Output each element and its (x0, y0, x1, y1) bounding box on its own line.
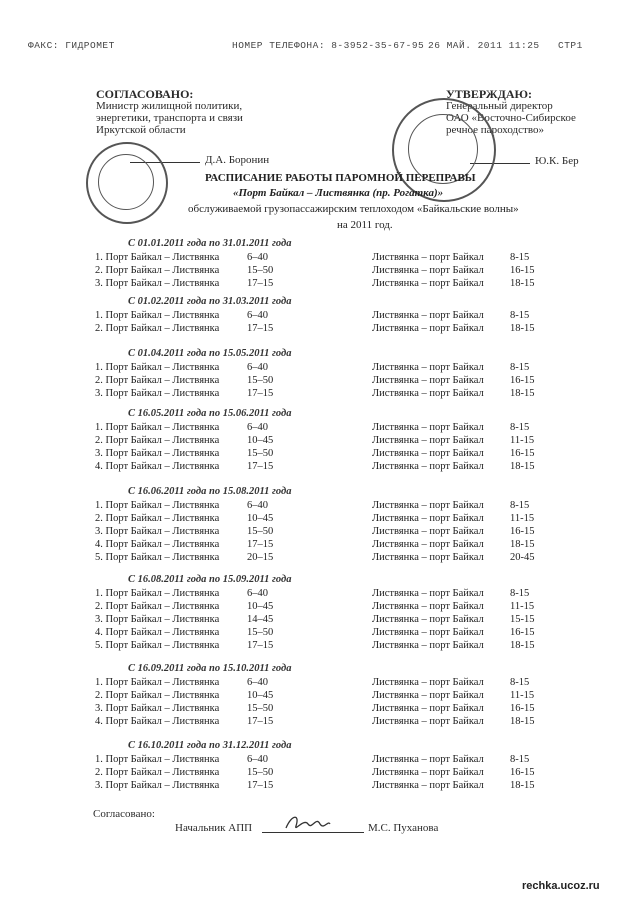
route-return-label: Листвянка – порт Байкал (372, 323, 484, 334)
departure-time-return: 8-15 (510, 362, 530, 373)
route-return (372, 278, 535, 289)
route-return-label: Листвянка – порт Байкал (372, 265, 484, 276)
route-outbound (95, 690, 274, 701)
route-outbound-label: 1. Порт Байкал – Листвянка (95, 588, 220, 599)
route-outbound (95, 323, 274, 334)
departure-time-outbound: 6–40 (247, 422, 268, 433)
departure-time-outbound: 10–45 (247, 601, 274, 612)
schedule-row (95, 310, 565, 322)
approved-left-label: СОГЛАСОВАНО: (96, 87, 194, 101)
departure-time-return: 8-15 (510, 588, 530, 599)
schedule-row (95, 265, 565, 277)
route-return (372, 526, 535, 537)
route-return (372, 552, 535, 563)
route-outbound (95, 767, 274, 778)
route-outbound-label: 1. Порт Байкал – Листвянка (95, 310, 220, 321)
departure-time-return: 16-15 (510, 265, 535, 276)
route-return-label: Листвянка – порт Байкал (372, 252, 484, 263)
route-return-label: Листвянка – порт Байкал (372, 422, 484, 433)
schedule-row (95, 278, 565, 290)
route-outbound (95, 588, 268, 599)
fax-page: СТР1 (558, 40, 583, 51)
approved-left-line3: Иркутской области (96, 124, 186, 136)
stamp-left (86, 142, 168, 224)
departure-time-return: 8-15 (510, 677, 530, 688)
route-outbound (95, 703, 274, 714)
approved-left-signer: Д.А. Боронин (205, 154, 270, 166)
approved-right-label: УТВЕРЖДАЮ: (446, 87, 533, 101)
footer-position: Начальник АПП (175, 822, 253, 834)
approved-left-line2: энергетики, транспорта и связи (96, 112, 243, 124)
route-return-label: Листвянка – порт Байкал (372, 627, 484, 638)
route-return-label: Листвянка – порт Байкал (372, 278, 484, 289)
departure-time-outbound: 15–50 (247, 265, 274, 276)
route-return-label: Листвянка – порт Байкал (372, 690, 484, 701)
route-return (372, 588, 530, 599)
departure-time-outbound: 17–15 (247, 716, 274, 727)
schedule-row (95, 767, 565, 779)
departure-time-return: 18-15 (510, 323, 535, 334)
departure-time-return: 16-15 (510, 627, 535, 638)
approved-right-line2: ОАО «Восточно-Сибирское (446, 112, 576, 124)
schedule-year: на 2011 год. (337, 219, 393, 231)
route-return-label: Листвянка – порт Байкал (372, 435, 484, 446)
route-return (372, 513, 535, 524)
schedule-row (95, 780, 565, 792)
departure-time-return: 18-15 (510, 461, 535, 472)
route-outbound-label: 2. Порт Байкал – Листвянка (95, 375, 220, 386)
route-outbound (95, 513, 274, 524)
route-outbound (95, 461, 274, 472)
departure-time-return: 16-15 (510, 375, 535, 386)
departure-time-return: 18-15 (510, 278, 535, 289)
departure-time-outbound: 6–40 (247, 252, 268, 263)
route-return (372, 539, 535, 550)
schedule-row (95, 690, 565, 702)
route-outbound-label: 3. Порт Байкал – Листвянка (95, 278, 220, 289)
departure-time-return: 8-15 (510, 422, 530, 433)
route-outbound-label: 3. Порт Байкал – Листвянка (95, 614, 220, 625)
departure-time-outbound: 15–50 (247, 375, 274, 386)
schedule-row (95, 627, 565, 639)
route-return (372, 601, 535, 612)
route-outbound (95, 614, 274, 625)
route-outbound (95, 422, 268, 433)
schedule-row (95, 252, 565, 264)
route-return-label: Листвянка – порт Байкал (372, 461, 484, 472)
departure-time-return: 11-15 (510, 435, 535, 446)
period-heading: С 16.06.2011 года по 15.08.2011 года (128, 486, 292, 497)
route-outbound (95, 388, 274, 399)
schedule-row (95, 526, 565, 538)
departure-time-outbound: 17–15 (247, 323, 274, 334)
route-return (372, 614, 535, 625)
departure-time-outbound: 20–15 (247, 552, 274, 563)
schedule-route: «Порт Байкал – Листвянка (пр. Рогатка)» (233, 187, 444, 199)
route-outbound (95, 716, 274, 727)
route-return-label: Листвянка – порт Байкал (372, 310, 484, 321)
departure-time-return: 16-15 (510, 767, 535, 778)
route-outbound (95, 448, 274, 459)
schedule-row (95, 513, 565, 525)
departure-time-outbound: 6–40 (247, 310, 268, 321)
route-outbound-label: 3. Порт Байкал – Листвянка (95, 703, 220, 714)
departure-time-outbound: 15–50 (247, 448, 274, 459)
departure-time-return: 16-15 (510, 448, 535, 459)
departure-time-outbound: 17–15 (247, 388, 274, 399)
route-outbound (95, 278, 274, 289)
departure-time-outbound: 6–40 (247, 588, 268, 599)
schedule-row (95, 614, 565, 626)
schedule-row (95, 539, 565, 551)
route-outbound-label: 3. Порт Байкал – Листвянка (95, 780, 220, 791)
route-return (372, 461, 535, 472)
route-outbound-label: 2. Порт Байкал – Листвянка (95, 265, 220, 276)
route-return (372, 448, 535, 459)
period-heading: С 01.01.2011 года по 31.01.2011 года (128, 238, 292, 249)
route-outbound (95, 362, 268, 373)
route-outbound-label: 4. Порт Байкал – Листвянка (95, 539, 220, 550)
departure-time-outbound: 17–15 (247, 539, 274, 550)
departure-time-outbound: 15–50 (247, 703, 274, 714)
route-outbound-label: 5. Порт Байкал – Листвянка (95, 552, 220, 563)
schedule-row (95, 362, 565, 374)
departure-time-return: 8-15 (510, 754, 530, 765)
route-return-label: Листвянка – порт Байкал (372, 448, 484, 459)
route-return (372, 716, 535, 727)
period-heading: С 16.10.2011 года по 31.12.2011 года (128, 740, 292, 751)
route-return (372, 754, 530, 765)
footer-agreed-label: Согласовано: (93, 808, 155, 820)
route-outbound-label: 2. Порт Байкал – Листвянка (95, 435, 220, 446)
route-outbound-label: 1. Порт Байкал – Листвянка (95, 677, 220, 688)
schedule-row (95, 500, 565, 512)
route-outbound-label: 2. Порт Байкал – Листвянка (95, 513, 220, 524)
route-return-label: Листвянка – порт Байкал (372, 754, 484, 765)
departure-time-outbound: 15–50 (247, 767, 274, 778)
route-outbound-label: 3. Порт Байкал – Листвянка (95, 448, 220, 459)
route-outbound (95, 539, 274, 550)
departure-time-return: 18-15 (510, 640, 535, 651)
route-return (372, 703, 535, 714)
departure-time-outbound: 10–45 (247, 435, 274, 446)
fax-from: ФАКС: ГИДРОМЕТ (28, 40, 115, 51)
route-outbound-label: 4. Порт Байкал – Листвянка (95, 716, 220, 727)
route-return-label: Листвянка – порт Байкал (372, 362, 484, 373)
route-outbound (95, 310, 268, 321)
route-return-label: Листвянка – порт Байкал (372, 513, 484, 524)
departure-time-outbound: 17–15 (247, 780, 274, 791)
route-outbound (95, 435, 274, 446)
route-outbound-label: 1. Порт Байкал – Листвянка (95, 422, 220, 433)
departure-time-outbound: 10–45 (247, 513, 274, 524)
approved-left-block (96, 88, 243, 136)
route-return-label: Листвянка – порт Байкал (372, 375, 484, 386)
route-outbound-label: 2. Порт Байкал – Листвянка (95, 767, 220, 778)
route-outbound-label: 5. Порт Байкал – Листвянка (95, 640, 220, 651)
schedule-vessel: обслуживаемой грузопассажирским теплоходом «Байкальские волны» (188, 203, 519, 215)
departure-time-outbound: 17–15 (247, 278, 274, 289)
departure-time-return: 8-15 (510, 310, 530, 321)
route-return-label: Листвянка – порт Байкал (372, 614, 484, 625)
route-outbound (95, 265, 274, 276)
departure-time-outbound: 6–40 (247, 677, 268, 688)
period-heading: С 01.02.2011 года по 31.03.2011 года (128, 296, 292, 307)
period-heading: С 01.04.2011 года по 15.05.2011 года (128, 348, 292, 359)
route-return (372, 422, 530, 433)
route-outbound-label: 1. Порт Байкал – Листвянка (95, 362, 220, 373)
departure-time-outbound: 15–50 (247, 526, 274, 537)
schedule-row (95, 552, 565, 564)
departure-time-outbound: 17–15 (247, 640, 274, 651)
route-return (372, 500, 530, 511)
departure-time-return: 8-15 (510, 252, 530, 263)
departure-time-return: 11-15 (510, 513, 535, 524)
route-return-label: Листвянка – порт Байкал (372, 539, 484, 550)
route-return-label: Листвянка – порт Байкал (372, 388, 484, 399)
schedule-row (95, 703, 565, 715)
schedule-row (95, 716, 565, 728)
route-return (372, 362, 530, 373)
route-outbound-label: 2. Порт Байкал – Листвянка (95, 690, 220, 701)
schedule-row (95, 754, 565, 766)
route-return (372, 252, 530, 263)
departure-time-outbound: 15–50 (247, 627, 274, 638)
stamp-left-inner (98, 154, 154, 210)
approved-left-line1: Министр жилищной политики, (96, 100, 243, 112)
route-outbound-label: 4. Порт Байкал – Листвянка (95, 627, 220, 638)
schedule-row (95, 323, 565, 335)
departure-time-outbound: 14–45 (247, 614, 274, 625)
route-return-label: Листвянка – порт Байкал (372, 703, 484, 714)
watermark-site: rechka.ucoz.ru (522, 880, 600, 892)
route-outbound-label: 4. Порт Байкал – Листвянка (95, 461, 220, 472)
route-return-label: Листвянка – порт Байкал (372, 780, 484, 791)
route-outbound (95, 627, 274, 638)
footer-signature-scribble (282, 810, 332, 836)
schedule-row (95, 448, 565, 460)
schedule-row (95, 375, 565, 387)
departure-time-outbound: 10–45 (247, 690, 274, 701)
route-return-label: Листвянка – порт Байкал (372, 588, 484, 599)
period-heading: С 16.09.2011 года по 15.10.2011 года (128, 663, 292, 674)
departure-time-return: 8-15 (510, 500, 530, 511)
route-outbound-label: 2. Порт Байкал – Листвянка (95, 323, 220, 334)
route-outbound (95, 375, 274, 386)
schedule-row (95, 640, 565, 652)
route-outbound (95, 500, 268, 511)
route-return (372, 388, 535, 399)
departure-time-outbound: 6–40 (247, 754, 268, 765)
departure-time-return: 15-15 (510, 614, 535, 625)
approved-right-line3: речное пароходство» (446, 124, 544, 136)
schedule-row (95, 601, 565, 613)
departure-time-return: 18-15 (510, 780, 535, 791)
route-outbound-label: 3. Порт Байкал – Листвянка (95, 388, 220, 399)
route-return (372, 375, 535, 386)
route-outbound (95, 552, 274, 563)
departure-time-return: 18-15 (510, 388, 535, 399)
route-outbound-label: 3. Порт Байкал – Листвянка (95, 526, 220, 537)
route-outbound-label: 1. Порт Байкал – Листвянка (95, 754, 220, 765)
departure-time-outbound: 6–40 (247, 500, 268, 511)
departure-time-return: 16-15 (510, 703, 535, 714)
schedule-row (95, 677, 565, 689)
route-outbound (95, 780, 274, 791)
route-return-label: Листвянка – порт Байкал (372, 552, 484, 563)
departure-time-return: 16-15 (510, 526, 535, 537)
departure-time-outbound: 17–15 (247, 461, 274, 472)
route-return (372, 310, 530, 321)
route-return (372, 627, 535, 638)
departure-time-return: 18-15 (510, 716, 535, 727)
route-outbound (95, 677, 268, 688)
route-return (372, 690, 535, 701)
schedule-row (95, 422, 565, 434)
schedule-row (95, 588, 565, 600)
period-heading: С 16.08.2011 года по 15.09.2011 года (128, 574, 292, 585)
route-outbound (95, 601, 274, 612)
schedule-row (95, 461, 565, 473)
fax-date: 26 МАЙ. 2011 11:25 (428, 40, 540, 51)
approved-right-signer: Ю.К. Бер (535, 155, 579, 167)
route-return-label: Листвянка – порт Байкал (372, 526, 484, 537)
route-return (372, 435, 535, 446)
schedule-row (95, 435, 565, 447)
period-heading: С 16.05.2011 года по 15.06.2011 года (128, 408, 292, 419)
route-return (372, 323, 535, 334)
route-outbound-label: 1. Порт Байкал – Листвянка (95, 500, 220, 511)
route-return-label: Листвянка – порт Байкал (372, 677, 484, 688)
departure-time-return: 20-45 (510, 552, 535, 563)
route-return (372, 780, 535, 791)
route-return (372, 265, 535, 276)
route-outbound (95, 526, 274, 537)
departure-time-outbound: 6–40 (247, 362, 268, 373)
route-return (372, 640, 535, 651)
schedule-title: РАСПИСАНИЕ РАБОТЫ ПАРОМНОЙ ПЕРЕПРАВЫ (205, 172, 476, 184)
departure-time-return: 11-15 (510, 690, 535, 701)
departure-time-return: 11-15 (510, 601, 535, 612)
route-outbound (95, 754, 268, 765)
route-return-label: Листвянка – порт Байкал (372, 716, 484, 727)
route-outbound (95, 640, 274, 651)
route-return (372, 767, 535, 778)
schedule-row (95, 388, 565, 400)
route-outbound (95, 252, 268, 263)
route-return-label: Листвянка – порт Байкал (372, 500, 484, 511)
route-return-label: Листвянка – порт Байкал (372, 601, 484, 612)
route-outbound-label: 1. Порт Байкал – Листвянка (95, 252, 220, 263)
fax-phone: НОМЕР ТЕЛЕФОНА: 8-3952-35-67-95 (232, 40, 425, 51)
route-outbound-label: 2. Порт Байкал – Листвянка (95, 601, 220, 612)
route-return-label: Листвянка – порт Байкал (372, 640, 484, 651)
approved-right-line1: Генеральный директор (446, 100, 553, 112)
footer-signer: М.С. Пуханова (368, 822, 439, 834)
route-return (372, 677, 530, 688)
route-return-label: Листвянка – порт Байкал (372, 767, 484, 778)
departure-time-return: 18-15 (510, 539, 535, 550)
